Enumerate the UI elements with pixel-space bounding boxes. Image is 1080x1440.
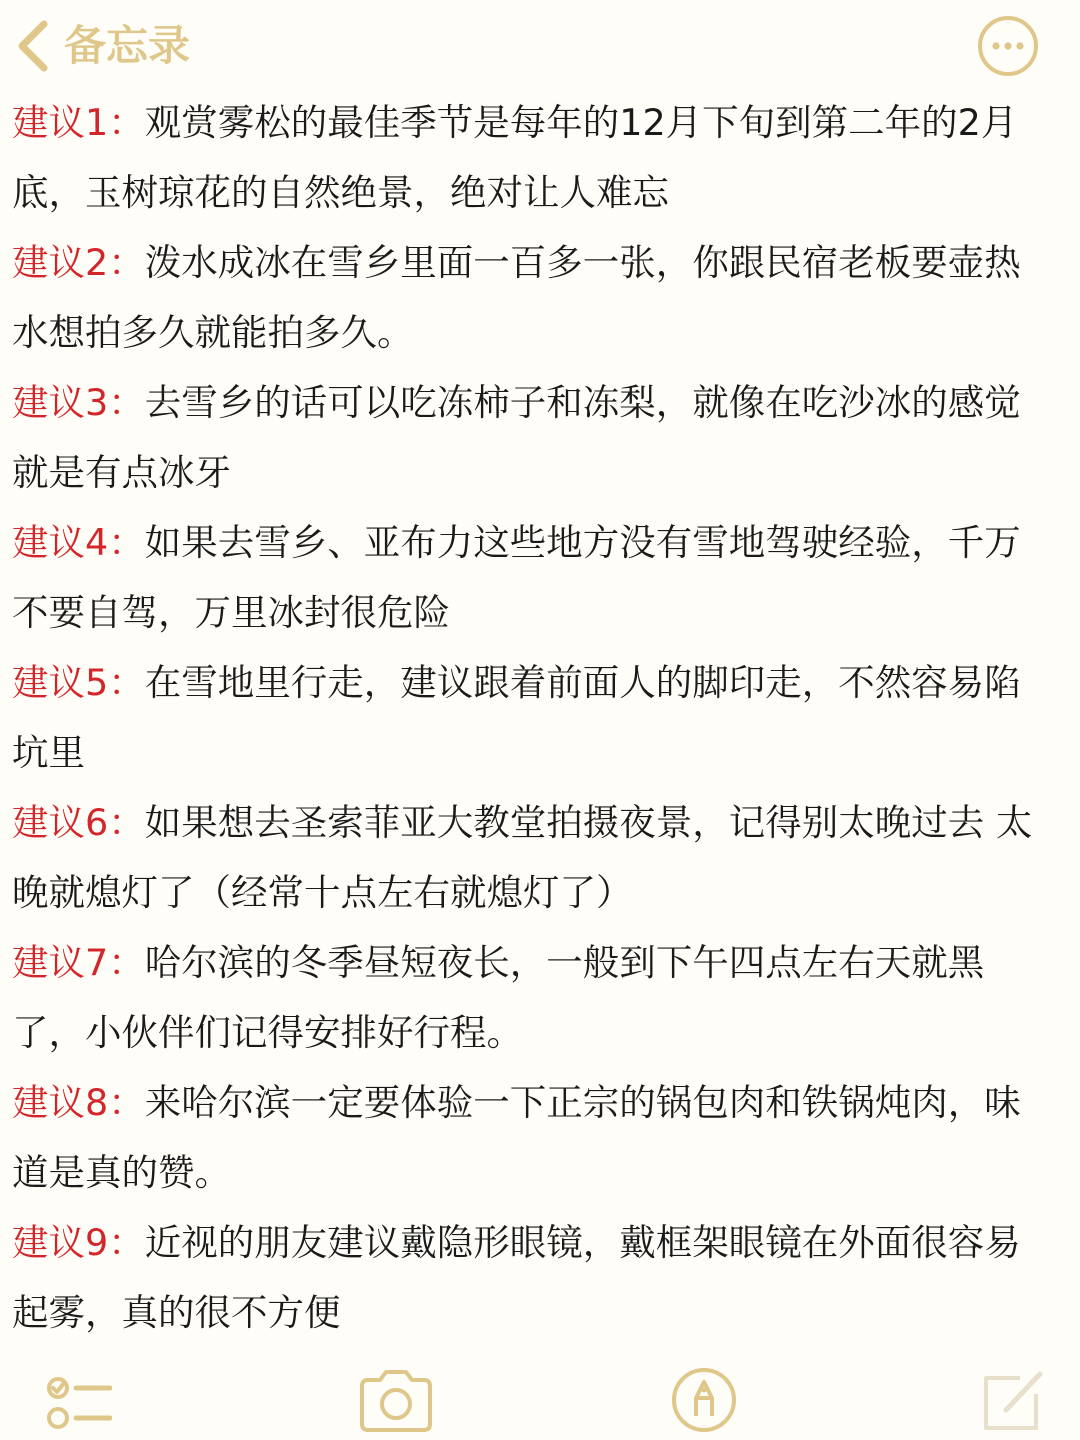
chevron-left-icon — [14, 18, 54, 74]
note-item-9 — [12, 1208, 1042, 1348]
back-button[interactable] — [14, 16, 190, 76]
item-text: 来哈尔滨一定要体验一下正宗的锅包肉和铁锅炖肉，味道是真的赞。 — [12, 1081, 1021, 1194]
item-label: 建议7： — [12, 941, 145, 984]
checklist-icon — [40, 1366, 112, 1434]
item-label: 建议1： — [12, 101, 145, 144]
navigation-bar — [0, 0, 1080, 92]
compose-button[interactable] — [976, 1366, 1048, 1434]
note-item-1 — [12, 88, 1042, 228]
camera-icon — [356, 1366, 436, 1434]
item-text: 如果想去圣索菲亚大教堂拍摄夜景，记得别太晚过去 太晚就熄灯了（经常十点左右就熄灯了） — [12, 801, 1033, 914]
camera-button[interactable] — [356, 1366, 428, 1434]
markup-button[interactable] — [668, 1366, 740, 1434]
note-item-8 — [12, 1068, 1042, 1208]
note-item-4 — [12, 508, 1042, 648]
item-label: 建议4： — [12, 521, 145, 564]
item-label: 建议6： — [12, 801, 145, 844]
markup-pen-icon — [668, 1366, 740, 1434]
item-label: 建议2： — [12, 241, 145, 284]
item-label: 建议5： — [12, 661, 145, 704]
item-label: 建议3： — [12, 381, 145, 424]
note-item-3 — [12, 368, 1042, 508]
compose-icon — [976, 1366, 1048, 1434]
item-label: 建议8： — [12, 1081, 145, 1124]
item-label: 建议9： — [12, 1221, 145, 1264]
bottom-toolbar — [0, 1360, 1080, 1440]
note-body[interactable] — [12, 88, 1042, 1348]
back-label: 备忘录 — [64, 21, 191, 70]
checklist-button[interactable] — [40, 1366, 112, 1434]
note-item-6 — [12, 788, 1042, 928]
item-text: 观赏雾松的最佳季节是每年的12月下旬到第二年的2月底，玉树琼花的自然绝景，绝对让人难忘 — [12, 101, 1018, 214]
note-item-5 — [12, 648, 1042, 788]
note-item-2 — [12, 228, 1042, 368]
item-text: 近视的朋友建议戴隐形眼镜，戴框架眼镜在外面很容易起雾，真的很不方便 — [12, 1221, 1021, 1334]
item-text: 泼水成冰在雪乡里面一百多一张，你跟民宿老板要壶热水想拍多久就能拍多久。 — [12, 241, 1021, 354]
more-button[interactable] — [976, 14, 1040, 78]
more-icon — [976, 14, 1040, 78]
item-text: 如果去雪乡、亚布力这些地方没有雪地驾驶经验，千万不要自驾，万里冰封很危险 — [12, 521, 1021, 634]
item-text: 在雪地里行走，建议跟着前面人的脚印走，不然容易陷坑里 — [12, 661, 1021, 774]
note-item-7 — [12, 928, 1042, 1068]
item-text: 去雪乡的话可以吃冻柿子和冻梨，就像在吃沙冰的感觉就是有点冰牙 — [12, 381, 1021, 494]
item-text: 哈尔滨的冬季昼短夜长，一般到下午四点左右天就黑了，小伙伴们记得安排好行程。 — [12, 941, 985, 1054]
